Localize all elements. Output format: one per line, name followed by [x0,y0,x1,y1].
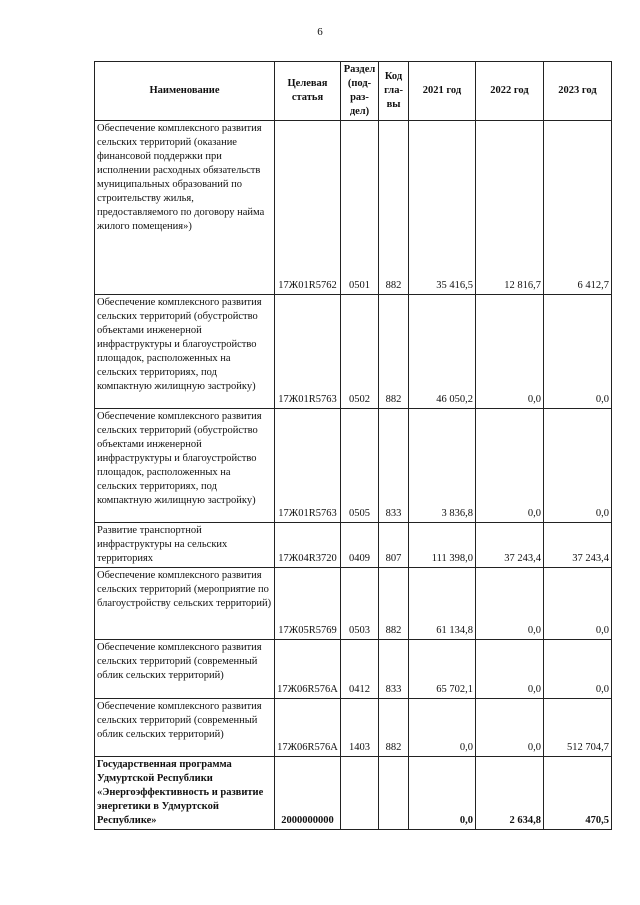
row-code: 882 [379,699,409,757]
row-target: 17Ж04R3720 [275,523,341,568]
header-target: Целевая статья [275,62,341,121]
header-2021: 2021 год [409,62,476,121]
row-2022: 12 816,7 [476,121,544,295]
row-2023: 0,0 [544,295,612,409]
row-section: 0409 [341,523,379,568]
table-row [95,699,612,757]
row-target: 17Ж06R576А [275,699,341,757]
row-section: 0412 [341,640,379,699]
row-name: Обеспечение комплексного развития сельских территорий (оказание финансовой поддержки при исполнении расходных обязательств муниципальных образований по строительству жилья, предоставляемого по договору найма жилого помещения») [95,121,275,295]
row-section: 0503 [341,568,379,640]
row-code [379,757,409,830]
table-row [95,295,612,409]
row-2021: 0,0 [409,757,476,830]
row-2023: 37 243,4 [544,523,612,568]
row-code: 833 [379,409,409,523]
page-number: 6 [317,26,323,38]
row-2023: 0,0 [544,568,612,640]
row-2022: 0,0 [476,699,544,757]
row-2022: 37 243,4 [476,523,544,568]
row-name: Обеспечение комплексного развития сельских территорий (современный облик сельских территорий) [95,640,275,699]
row-2021: 61 134,8 [409,568,476,640]
header-2022: 2022 год [476,62,544,121]
row-name: Обеспечение комплексного развития сельских территорий (обустройство объектами инженерной инфраструктуры и благоустройство площадок, расположенных на сельских территориях, под компактную жилищную застройку) [95,295,275,409]
row-name: Обеспечение комплексного развития сельских территорий (мероприятие по благоустройству сельских территорий) [95,568,275,640]
row-name: Государственная программа Удмуртской Республики «Энергоэффективность и развитие энергетики в Удмуртской Республике» [95,757,275,830]
budget-table [94,61,612,830]
row-2021: 35 416,5 [409,121,476,295]
table-row [95,568,612,640]
row-2021: 111 398,0 [409,523,476,568]
row-section: 0501 [341,121,379,295]
header-row [95,62,612,121]
row-2023: 512 704,7 [544,699,612,757]
row-2022: 0,0 [476,568,544,640]
row-code: 882 [379,121,409,295]
row-code: 882 [379,568,409,640]
row-2022: 0,0 [476,295,544,409]
header-section: Раздел (под-раз-дел) [341,62,379,121]
row-name: Развитие транспортной инфраструктуры на сельских территориях [95,523,275,568]
header-name: Наименование [95,62,275,121]
table-row [95,640,612,699]
row-code: 833 [379,640,409,699]
table-row-program-total [95,757,612,830]
row-2023: 0,0 [544,409,612,523]
table-row [95,121,612,295]
header-code: Код гла-вы [379,62,409,121]
row-code: 882 [379,295,409,409]
row-target: 17Ж01R5762 [275,121,341,295]
row-name: Обеспечение комплексного развития сельских территорий (обустройство объектами инженерной инфраструктуры и благоустройство площадок, расположенных на сельских территориях, под компактную жилищную застройку) [95,409,275,523]
table-row [95,523,612,568]
row-target: 17Ж05R5769 [275,568,341,640]
row-2023: 0,0 [544,640,612,699]
row-2022: 0,0 [476,409,544,523]
row-2021: 65 702,1 [409,640,476,699]
row-2021: 3 836,8 [409,409,476,523]
row-2023: 6 412,7 [544,121,612,295]
row-code: 807 [379,523,409,568]
row-target: 2000000000 [275,757,341,830]
row-2021: 0,0 [409,699,476,757]
row-2022: 0,0 [476,640,544,699]
header-2023: 2023 год [544,62,612,121]
row-2021: 46 050,2 [409,295,476,409]
row-name: Обеспечение комплексного развития сельских территорий (современный облик сельских территорий) [95,699,275,757]
row-target: 17Ж01R5763 [275,295,341,409]
row-section [341,757,379,830]
row-section: 1403 [341,699,379,757]
row-section: 0502 [341,295,379,409]
row-2023: 470,5 [544,757,612,830]
row-target: 17Ж01R5763 [275,409,341,523]
table-row [95,409,612,523]
row-section: 0505 [341,409,379,523]
row-target: 17Ж06R576А [275,640,341,699]
row-2022: 2 634,8 [476,757,544,830]
